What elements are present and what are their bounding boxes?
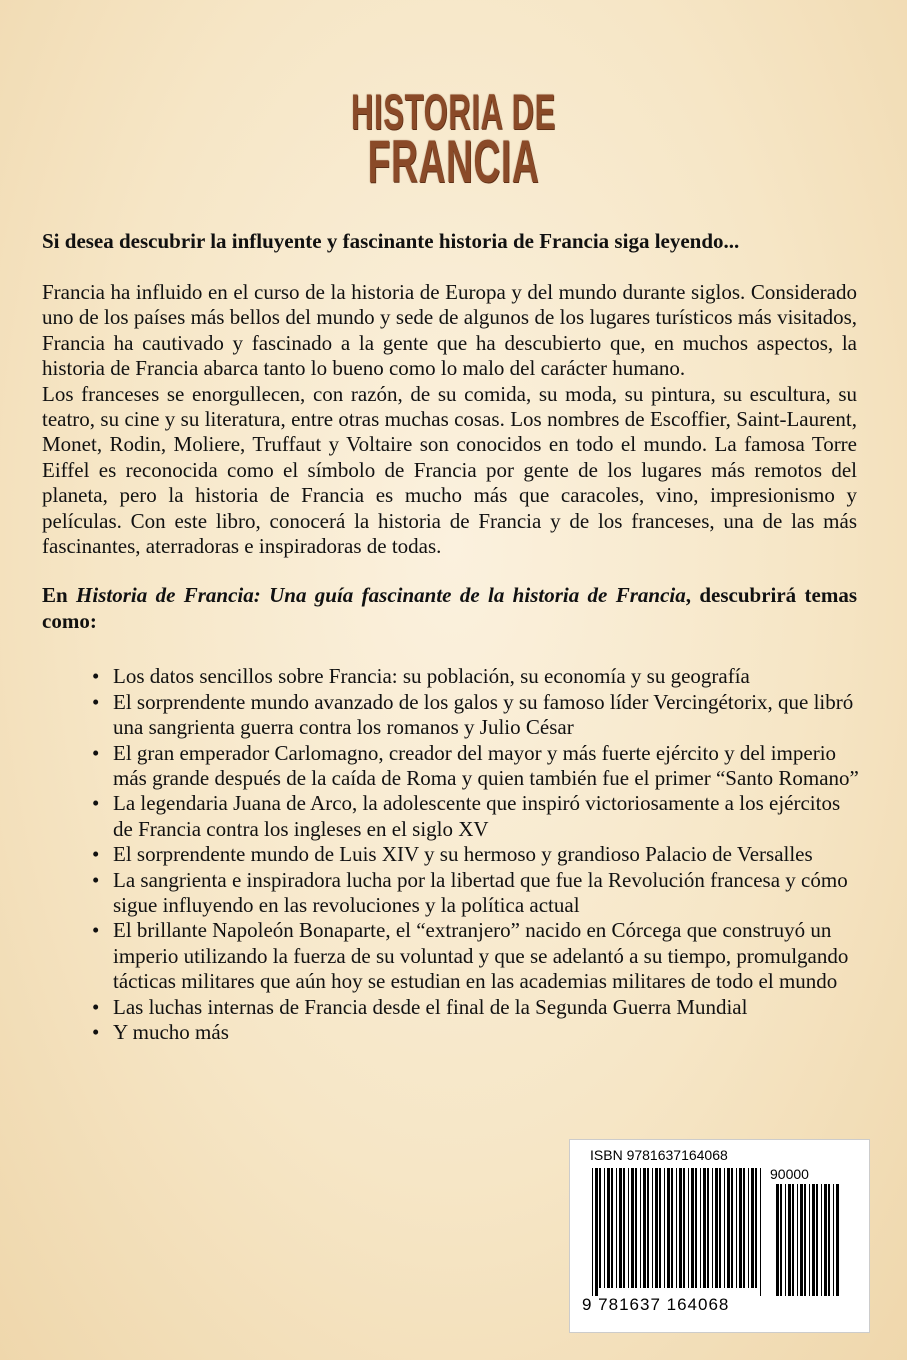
- back-cover-text: [42, 228, 857, 1045]
- topics-lead: [42, 583, 857, 634]
- list-item: [92, 995, 862, 1020]
- list-item-text: El gran emperador Carlomagno, creador del mayor y más fuerte ejército y del imperio más grande después de la caída de Roma y quien también fue el primer “Santo Romano”: [113, 740, 859, 790]
- list-item-text: El sorprendente mundo de Luis XIV y su hermoso y grandioso Palacio de Versalles: [113, 842, 813, 867]
- bullet-icon: •: [92, 740, 100, 765]
- list-item: [92, 918, 862, 994]
- list-item: [92, 664, 862, 689]
- barcode-bars-icon: [590, 1168, 855, 1296]
- topics-list: [92, 664, 862, 1045]
- bullet-icon: •: [92, 791, 100, 816]
- intro-paragraph-2: Los franceses se enorgullecen, con razón, de su comida, su moda, su pintura, su escultura, su teatro, su cine y su literatura, entre otras muchas cosas. Los nombres de Escoffier, Saint-Laurent, Monet, Rodin, Moliere, Truffaut y Voltaire son conocidos en todo el mundo. La famosa Torre Eiffel es reconocida como el símbolo de Francia por gente de los lugares más remotos del planeta, pero la historia de Francia es mucho más que caracoles, vino, impresionismo y películas. Con este libro, conocerá la historia de Francia y de los franceses, una de las más fascinantes, aterradoras e inspiradoras de todas.: [42, 381, 857, 559]
- isbn-digits: 9 781637 164068: [582, 1295, 730, 1314]
- isbn-barcode: [569, 1139, 870, 1333]
- list-item-text: Y mucho más: [113, 1019, 229, 1044]
- list-item: [92, 791, 862, 842]
- price-code: 90000: [770, 1166, 809, 1182]
- intro-paragraph-1: Francia ha influido en el curso de la historia de Europa y del mundo durante siglos. Considerado uno de los países más bellos del mundo y sede de algunos de los lugares turísticos más visitados, Francia ha cautivado y fascinado a la gente que ha descubierto que, en muchos aspectos, la historia de Francia abarca tanto lo bueno como lo malo del carácter humano.: [42, 280, 857, 381]
- isbn-label: ISBN 9781637164068: [590, 1147, 728, 1163]
- list-item: [92, 1020, 862, 1045]
- bullet-icon: •: [92, 1019, 100, 1044]
- list-item: [92, 741, 862, 792]
- list-item-text: Las luchas internas de Francia desde el final de la Segunda Guerra Mundial: [113, 994, 748, 1019]
- bullet-icon: •: [92, 664, 100, 689]
- book-title: Historia de Francia: Una guía fascinante de la historia de Francia: [76, 583, 686, 608]
- lead-suffix: , descubrirá temas como:: [42, 583, 858, 633]
- title-line-2: FRANCIA: [367, 128, 540, 195]
- list-item-text: La legendaria Juana de Arco, la adolescente que inspiró victoriosamente a los ejércitos de Francia contra los ingleses en el siglo XV: [113, 791, 841, 841]
- list-item: [92, 690, 862, 741]
- bullet-icon: •: [92, 994, 100, 1019]
- title-line-1: HISTORIA DE: [351, 84, 556, 140]
- list-item: [92, 842, 862, 867]
- list-item-text: Los datos sencillos sobre Francia: su población, su economía y su geografía: [113, 664, 750, 689]
- list-item: [92, 868, 862, 919]
- bullet-icon: •: [92, 867, 100, 892]
- lead-prefix: En: [42, 583, 77, 608]
- list-item-text: La sangrienta e inspiradora lucha por la libertad que fue la Revolución francesa y cómo sigue influyendo en las revoluciones y la política actual: [113, 867, 848, 917]
- bullet-icon: •: [92, 918, 100, 943]
- list-item-text: El sorprendente mundo avanzado de los galos y su famoso líder Vercingétorix, que libró una sangrienta guerra contra los romanos y Julio César: [113, 689, 854, 740]
- hook-sentence: Si desea descubrir la influyente y fascinante historia de Francia siga leyendo...: [42, 229, 740, 253]
- bullet-icon: •: [92, 689, 100, 714]
- list-item-text: El brillante Napoleón Bonaparte, el “extranjero” nacido en Córcega que construyó un imperio utilizando la fuerza de su voluntad y que se adelantó a su tiempo, promulgando tácticas militares que aún hoy se estudian en las academias militares de todo el mundo: [113, 918, 849, 994]
- bullet-icon: •: [92, 842, 100, 867]
